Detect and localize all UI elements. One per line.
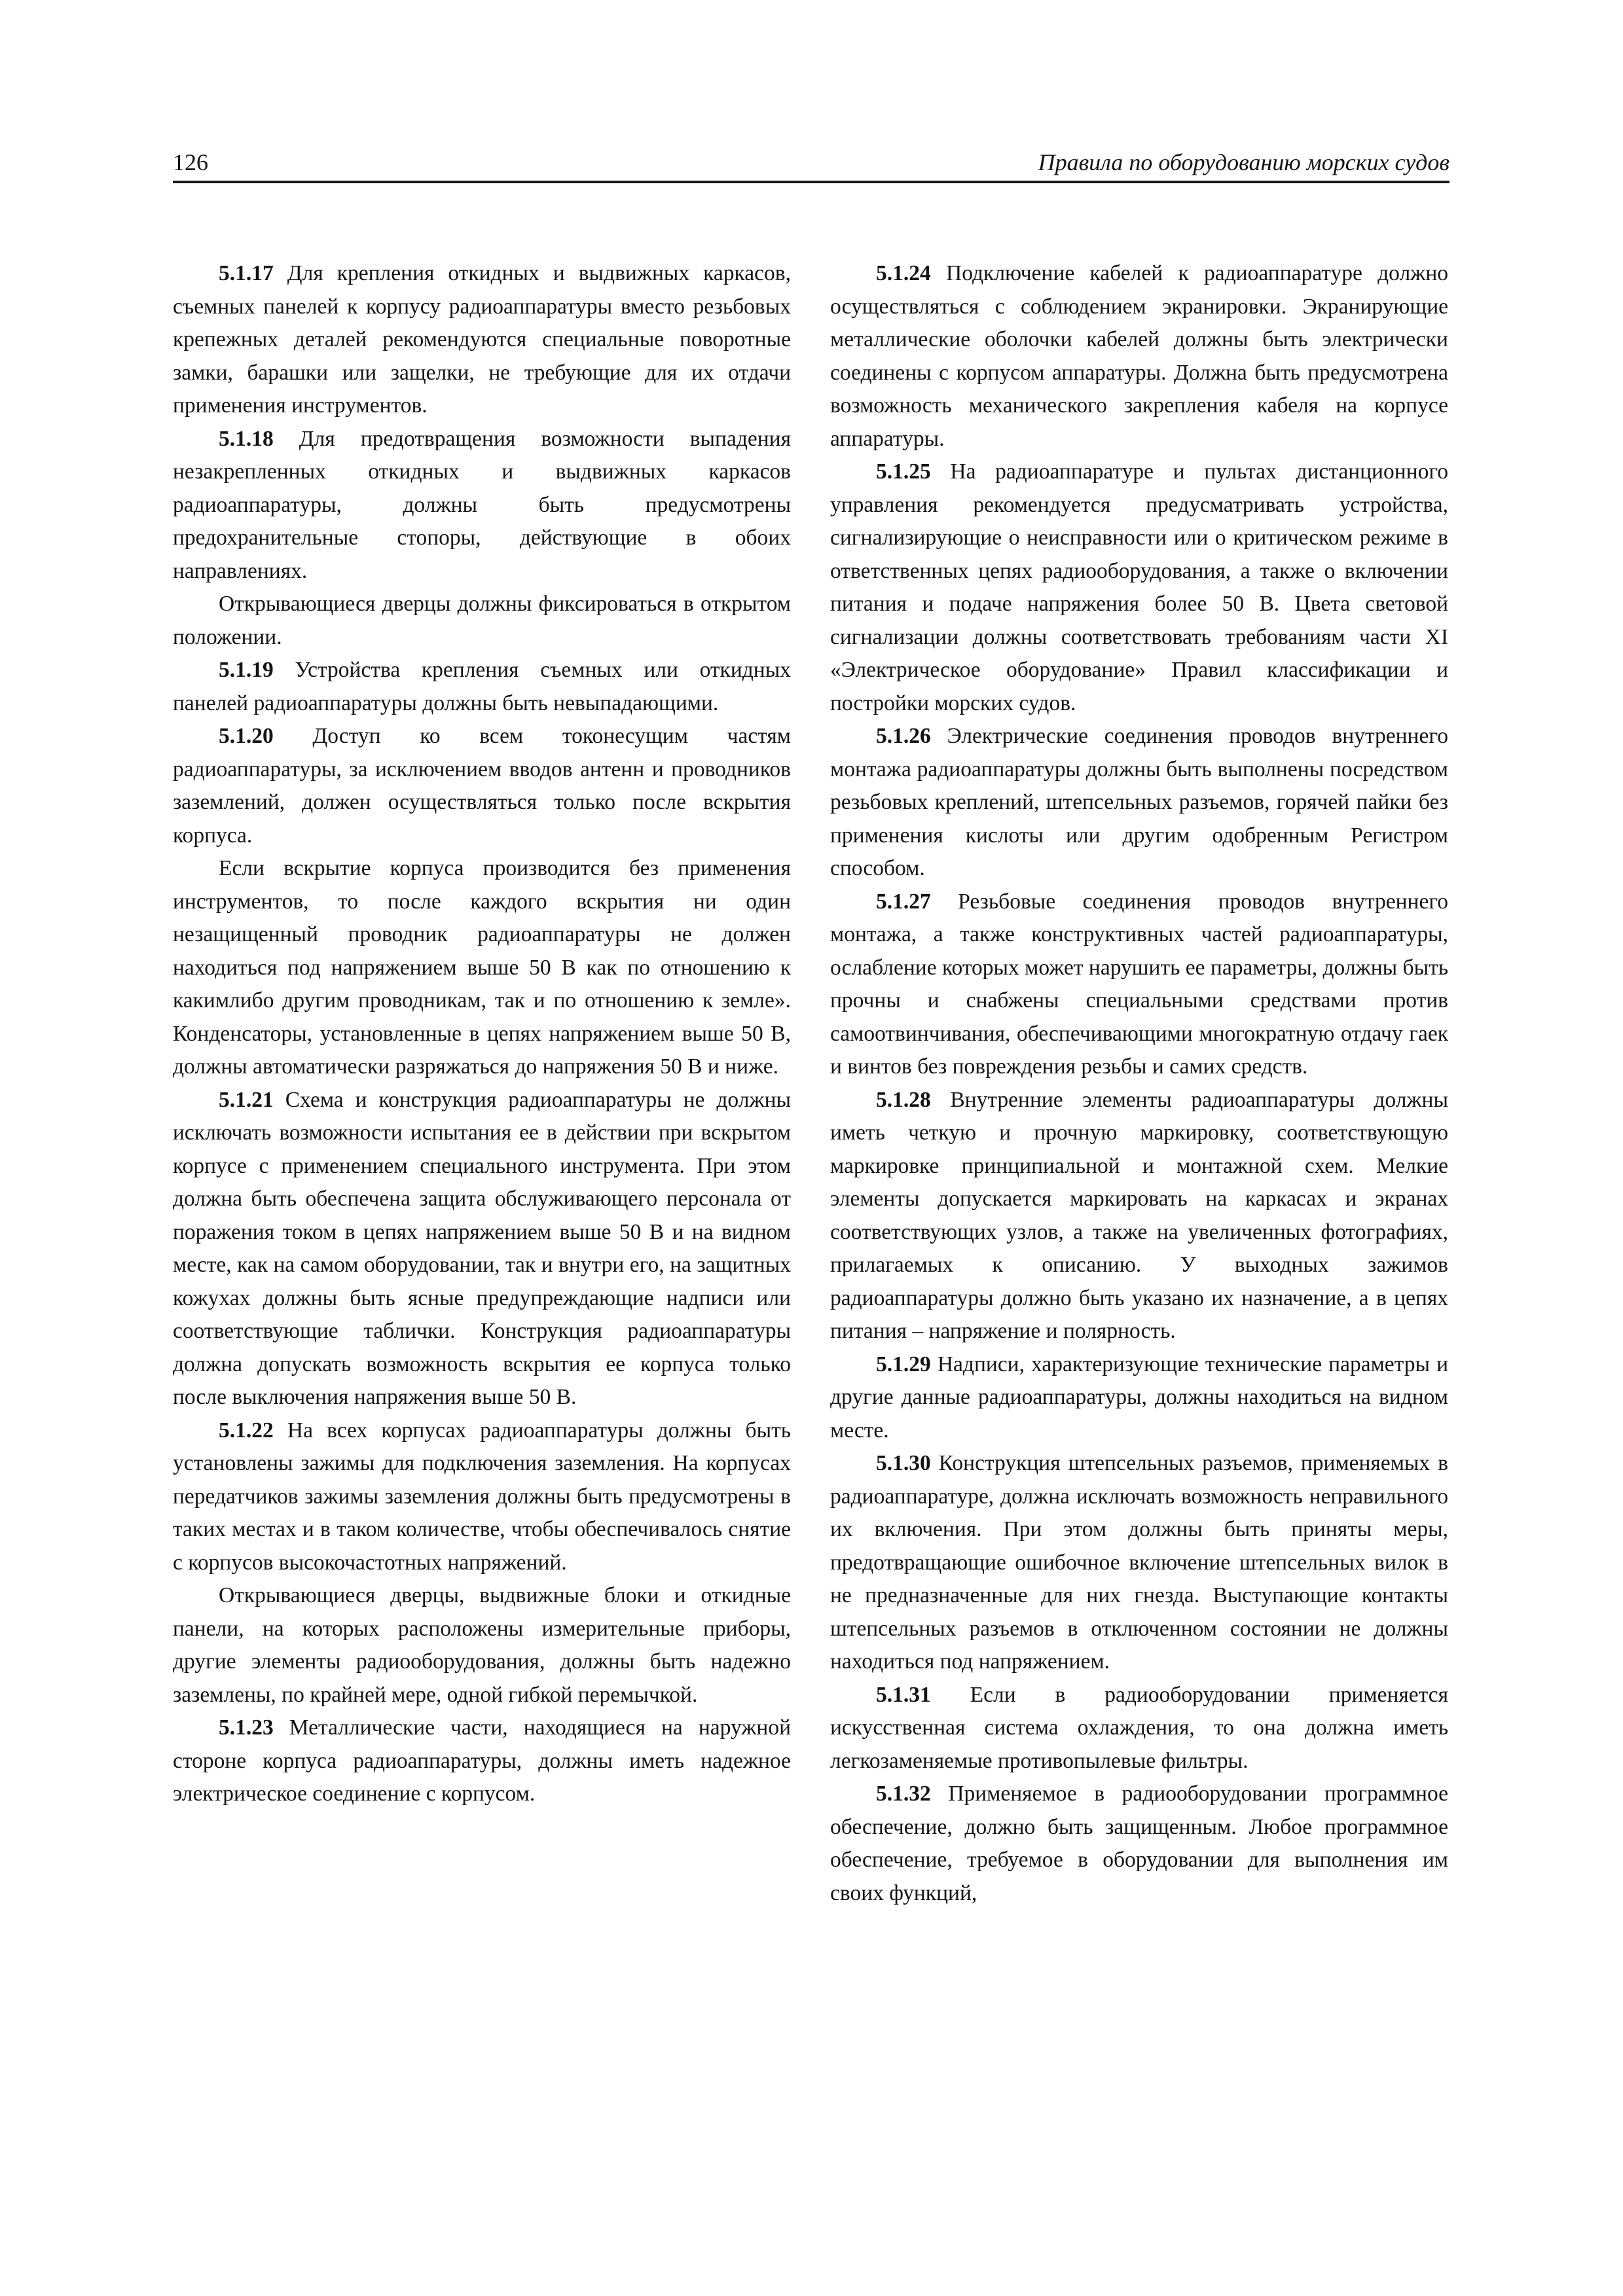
- paragraph: [830, 886, 1448, 1084]
- paragraph: [173, 423, 791, 588]
- paragraph: [830, 456, 1448, 720]
- clause-number: 5.1.29: [876, 1352, 931, 1376]
- clause-number: 5.1.26: [876, 724, 931, 748]
- paragraph-text: Внутренние элементы радиоаппаратуры должны иметь четкую и прочную маркировку, соответствующую маркировке принципиальной и монтажной схем. Мелкие элементы допускается маркировать на каркасах и экранах соответствующих узлов, а также на увеличенных фотографиях, прилагаемых к описанию. У выходных зажимов радиоаппаратуры должно быть указано их назначение, а в цепях питания – напряжение и полярность.: [830, 1087, 1448, 1343]
- clause-number: 5.1.25: [876, 459, 931, 484]
- left-column: [173, 257, 791, 1811]
- paragraph-text: Для предотвращения возможности выпадения незакрепленных откидных и выдвижных каркасов радиоаппаратуры, должны быть предусмотрены предохранительные стопоры, действующие в обоих направлениях.: [173, 426, 791, 583]
- clause-number: 5.1.27: [876, 889, 931, 914]
- right-column: [830, 257, 1448, 1910]
- clause-number: 5.1.19: [219, 658, 274, 682]
- clause-number: 5.1.28: [876, 1087, 931, 1112]
- paragraph-text: Применяемое в радиооборудовании программное обеспечение, должно быть защищенным. Любое программное обеспечение, требуемое в оборудовании для выполнения им своих функций,: [830, 1782, 1448, 1905]
- paragraph: [173, 588, 791, 654]
- clause-number: 5.1.18: [219, 426, 274, 451]
- header-rule: [173, 181, 1450, 183]
- paragraph-text: Подключение кабелей к радиоаппаратуре должно осуществляться с соблюдением экранировки. Экранирующие металлические оболочки кабелей должны быть электрически соединены с корпусом аппаратуры. Должна быть предусмотрена возможность механического закрепления кабеля на корпусе аппаратуры.: [830, 261, 1448, 451]
- paragraph-text: Доступ ко всем токонесущим частям радиоаппаратуры, за исключением вводов антенн и проводников заземлений, должен осуществляться только после вскрытия корпуса.: [173, 724, 791, 848]
- clause-number: 5.1.22: [219, 1418, 274, 1443]
- paragraph-text: Надписи, характеризующие технические параметры и другие данные радиоаппаратуры, должны находиться на видном месте.: [830, 1352, 1448, 1443]
- paragraph: [173, 1712, 791, 1811]
- paragraph-text: Устройства крепления съемных или откидных панелей радиоаппаратуры должны быть невыпадающими.: [173, 658, 791, 715]
- paragraph: [173, 257, 791, 423]
- paragraph: [173, 1084, 791, 1414]
- paragraph-text: Открывающиеся дверцы должны фиксироваться в открытом положении.: [173, 592, 791, 649]
- clause-number: 5.1.17: [219, 261, 274, 285]
- clause-number: 5.1.31: [876, 1682, 931, 1707]
- running-title: Правила по оборудованию морских судов: [1038, 149, 1450, 175]
- paragraph-text: Схема и конструкция радиоаппаратуры не должны исключать возможности испытания ее в действии при вскрытом корпусе с применением специального инструмента. При этом должна быть обеспечена защита обслуживающего персонала от поражения током в цепях напряжением выше 50 В и на видном месте, как на самом оборудовании, так и внутри его, на защитных кожухах должны быть ясные предупреждающие надписи или соответствующие таблички. Конструкция радиоаппаратуры должна допускать возможность вскрытия ее корпуса только после выключения напряжения выше 50 В.: [173, 1087, 791, 1409]
- paragraph: [173, 1414, 791, 1580]
- paragraph: [830, 257, 1448, 456]
- paragraph-text: Резьбовые соединения проводов внутреннего монтажа, а также конструктивных частей радиоаппаратуры, ослабление которых может нарушить ее параметры, должны быть прочны и снабжены специальными средствами против самоотвинчивания, обеспечивающими многократную отдачу гаек и винтов без повреждения резьбы и самих средств.: [830, 889, 1448, 1079]
- paragraph-text: На всех корпусах радиоаппаратуры должны быть установлены зажимы для подключения заземления. На корпусах передатчиков зажимы заземления должны быть предусмотрены в таких местах и в таком количестве, чтобы обеспечивалось снятие с корпусов высокочастотных напряжений.: [173, 1418, 791, 1575]
- clause-number: 5.1.24: [876, 261, 931, 285]
- paragraph-text: Для крепления откидных и выдвижных каркасов, съемных панелей к корпусу радиоаппаратуры вместо резьбовых крепежных деталей рекомендуются специальные поворотные замки, барашки или защелки, не требующие для их отдачи применения инструментов.: [173, 261, 791, 418]
- paragraph-text: Если вскрытие корпуса производится без применения инструментов, то после каждого вскрытия ни один незащищенный проводник радиоаппаратуры не должен находиться под напряжением выше 50 В как по отношению к какимлибо другим проводникам, так и по отношению к земле». Конденсаторы, установленные в цепях напряжением выше 50 В, должны автоматически разряжаться до напряжения 50 В и ниже.: [173, 856, 791, 1079]
- paragraph-text: На радиоаппаратуре и пультах дистанционного управления рекомендуется предусматривать устройства, сигнализирующие о неисправности или о критическом режиме в ответственных цепях радиооборудования, а также о включении питания и подаче напряжения более 50 В. Цвета световой сигнализации должны соответствовать требованиям части XI «Электрическое оборудование» Правил классификации и постройки морских судов.: [830, 459, 1448, 715]
- clause-number: 5.1.30: [876, 1451, 931, 1475]
- paragraph-text: Конструкция штепсельных разъемов, применяемых в радиоаппаратуре, должна исключать возможность неправильного их включения. При этом должны быть приняты меры, предотвращающие ошибочное включение штепсельных вилок в не предназначенные для них гнезда. Выступающие контакты штепсельных разъемов в отключенном состоянии не должны находиться под напряжением.: [830, 1451, 1448, 1674]
- page-header: [173, 145, 1450, 179]
- clause-number: 5.1.32: [876, 1782, 931, 1806]
- paragraph: [830, 1447, 1448, 1679]
- paragraph: [830, 1778, 1448, 1910]
- paragraph-text: Металлические части, находящиеся на наружной стороне корпуса радиоаппаратуры, должны иметь надежное электрическое соединение с корпусом.: [173, 1715, 791, 1806]
- paragraph-text: Электрические соединения проводов внутреннего монтажа радиоаппаратуры должны быть выполнены посредством резьбовых креплений, штепсельных разъемов, горячей пайки без применения кислоты или другим одобренным Регистром способом.: [830, 724, 1448, 880]
- page-number: 126: [173, 149, 208, 175]
- paragraph: [173, 1579, 791, 1712]
- paragraph: [830, 1348, 1448, 1448]
- paragraph-text: Открывающиеся дверцы, выдвижные блоки и откидные панели, на которых расположены измерительные приборы, другие элементы радиооборудования, должны быть надежно заземлены, по крайней мере, одной гибкой перемычкой.: [173, 1583, 791, 1707]
- paragraph-text: Если в радиооборудовании применяется искусственная система охлаждения, то она должна иметь легкозаменяемые противопылевые фильтры.: [830, 1682, 1448, 1773]
- paragraph: [830, 1679, 1448, 1778]
- paragraph: [173, 720, 791, 852]
- clause-number: 5.1.20: [219, 724, 274, 748]
- clause-number: 5.1.21: [219, 1087, 274, 1112]
- paragraph: [173, 654, 791, 720]
- paragraph: [830, 720, 1448, 886]
- paragraph: [830, 1084, 1448, 1348]
- clause-number: 5.1.23: [219, 1715, 274, 1740]
- paragraph: [173, 852, 791, 1084]
